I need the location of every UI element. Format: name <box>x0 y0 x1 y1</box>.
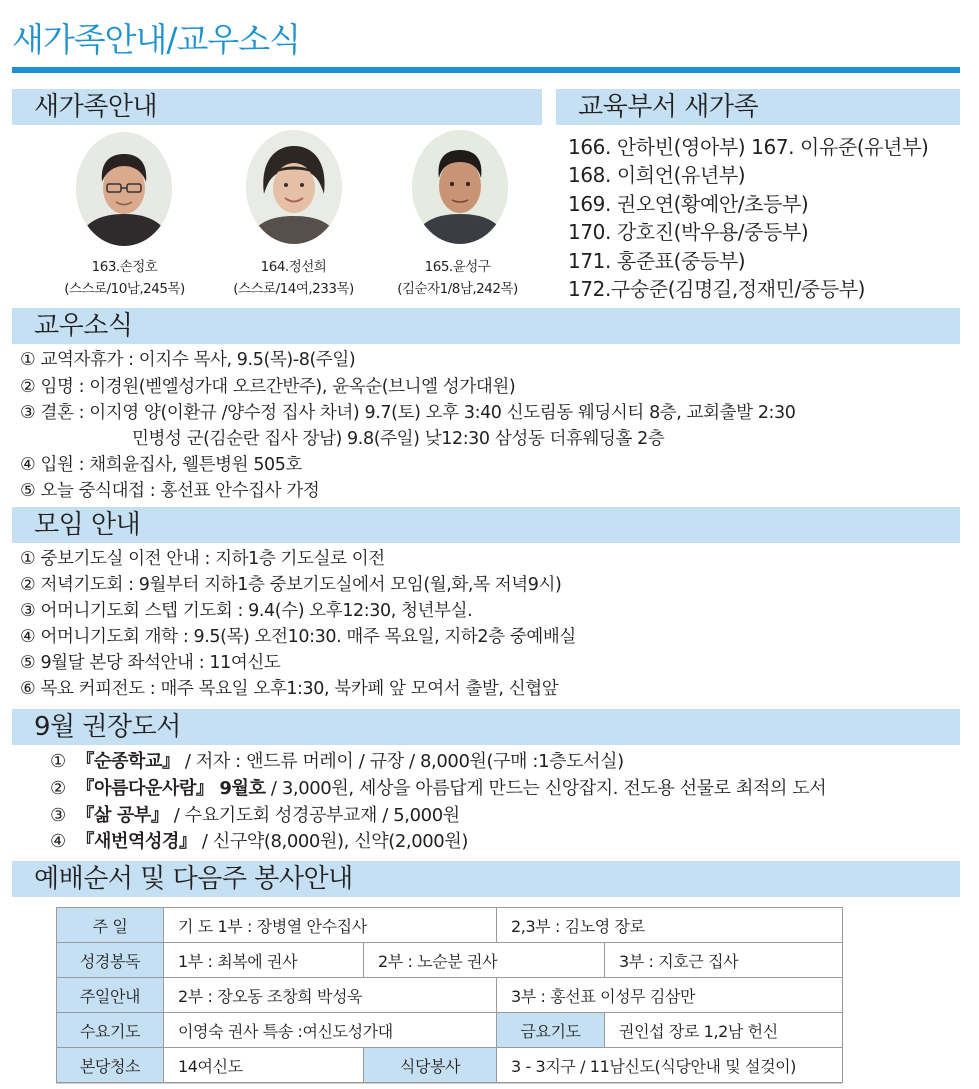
fri-cell: 권인섭 장로 1,2남 헌신 <box>605 1013 843 1048</box>
news-line: 민병성 군(김순란 집사 장남) 9.8(주일) 낮12:30 삼성동 더휴웨딩홀 2층 <box>132 429 665 449</box>
member-photo-165 <box>412 130 508 244</box>
book-info: / 저자 : 앤드류 머레이 / 규장 / 8,000원(구매 :1층도서실) <box>179 751 624 772</box>
clean-cell: 14여신도 <box>164 1048 364 1083</box>
education-heading: 교육부서 새가족 <box>556 89 960 125</box>
service-heading: 예배순서 및 다음주 봉사안내 <box>12 861 960 897</box>
book-number: ① <box>50 751 66 772</box>
member-detail: (스스로/14여,233목) <box>233 281 354 297</box>
book-item <box>50 776 826 802</box>
book-item <box>50 829 468 855</box>
book-title: 『새번역성경』 <box>76 831 197 852</box>
member-detail: (스스로/10남,245목) <box>64 281 185 297</box>
meeting-line: ② 저녁기도회 : 9월부터 지하1층 중보기도실에서 모임(월,화,목 저녁9시) <box>20 575 562 595</box>
member-caption-163 <box>53 256 196 300</box>
row-label-clean: 본당청소 <box>57 1048 164 1083</box>
row-label-bible: 성경봉독 <box>57 943 164 978</box>
book-info: / 수요기도회 성경공부교재 / 5,000원 <box>168 805 460 826</box>
table-row <box>57 1013 843 1048</box>
service-table <box>56 907 843 1083</box>
meeting-line: ④ 어머니기도회 개학 : 9.5(목) 오전10:30. 매주 목요일, 지하2층 중예배실 <box>20 627 576 647</box>
table-row <box>57 908 843 943</box>
news-line: ③ 결혼 : 이지영 양(이환규 /양수정 집사 차녀) 9.7(토) 오후 3:40 신도림동 웨딩시티 8층, 교회출발 2:30 <box>20 403 796 423</box>
page-title: 새가족안내/교우소식 <box>12 20 301 59</box>
news-line: ② 임명 : 이경원(벧엘성가대 오르간반주), 윤옥순(브니엘 성가대원) <box>20 377 516 397</box>
book-info: / 신구약(8,000원), 신약(2,000원) <box>196 831 468 852</box>
sunday-prayer-cell-2: 2,3부 : 김노영 장로 <box>497 908 843 943</box>
table-row <box>57 1048 843 1083</box>
member-caption-165 <box>386 256 529 300</box>
guide-cell-1: 2부 : 장오동 조창희 박성욱 <box>164 978 497 1013</box>
dining-cell: 3 - 3지구 / 11남신도(식당안내 및 설겆이) <box>497 1048 843 1083</box>
guide-cell-2: 3부 : 홍선표 이성무 김삼만 <box>497 978 843 1013</box>
book-number: ② <box>50 778 66 799</box>
member-caption-164 <box>222 256 365 300</box>
news-line: ⑤ 오늘 중식대접 : 홍선표 안수집사 가정 <box>20 481 320 501</box>
book-title: 『아름다운사람』 9월호 <box>76 778 266 799</box>
row-label-dining: 식당봉사 <box>364 1048 497 1083</box>
book-number: ④ <box>50 831 66 852</box>
books-heading: 9월 권장도서 <box>12 709 960 745</box>
row-label-fri: 금요기도 <box>497 1013 605 1048</box>
member-name: 164.정선희 <box>260 259 327 275</box>
row-label-wed: 수요기도 <box>57 1013 164 1048</box>
table-row <box>57 943 843 978</box>
book-item <box>50 749 624 775</box>
newfamily-heading: 새가족안내 <box>12 89 542 125</box>
meetings-heading: 모임 안내 <box>12 507 960 543</box>
member-photo-164 <box>246 130 342 244</box>
bible-cell-3: 3부 : 지호근 집사 <box>605 943 843 978</box>
row-label-guide: 주일안내 <box>57 978 164 1013</box>
education-line: 171. 홍준표(중등부) <box>568 249 746 273</box>
book-info: / 3,000원, 세상을 아름답게 만드는 신앙잡지. 전도용 선물로 최적의 도서 <box>265 778 827 799</box>
sunday-prayer-cell: 기 도 1부 : 장병열 안수집사 <box>164 908 497 943</box>
book-title: 『삶 공부』 <box>76 805 169 826</box>
meeting-line: ③ 어머니기도회 스텝 기도회 : 9.4(수) 오후12:30, 청년부실. <box>20 601 473 621</box>
row-label-sunday: 주 일 <box>57 908 164 943</box>
education-line: 166. 안하빈(영아부) 167. 이유준(유년부) <box>568 135 929 159</box>
news-line: ① 교역자휴가 : 이지수 목사, 9.5(목)-8(주일) <box>20 350 356 370</box>
bible-cell-2: 2부 : 노순분 권사 <box>364 943 605 978</box>
table-row <box>57 978 843 1013</box>
news-line: ④ 입원 : 채희윤집사, 웰튼병원 505호 <box>20 455 303 475</box>
member-photo-163 <box>76 132 172 246</box>
book-number: ③ <box>50 805 66 826</box>
wed-cell: 이영숙 권사 특송 :여신도성가대 <box>164 1013 497 1048</box>
education-line: 170. 강호진(박우용/중등부) <box>568 220 809 244</box>
meeting-line: ⑤ 9월달 본당 좌석안내 : 11여신도 <box>20 653 281 673</box>
bottom-divider <box>56 1083 842 1084</box>
member-name: 165.윤성구 <box>424 259 491 275</box>
member-detail: (김순자1/8남,242목) <box>397 281 518 297</box>
member-name: 163.손정호 <box>91 259 158 275</box>
book-item <box>50 803 460 829</box>
meeting-line: ① 중보기도실 이전 안내 : 지하1층 기도실로 이전 <box>20 549 385 569</box>
bible-cell-1: 1부 : 최복에 권사 <box>164 943 364 978</box>
education-line: 168. 이희언(유년부) <box>568 163 746 187</box>
title-divider <box>12 67 960 73</box>
education-line: 169. 권오연(황예안/초등부) <box>568 192 809 216</box>
meeting-line: ⑥ 목요 커피전도 : 매주 목요일 오후1:30, 북카페 앞 모여서 출발, 신협앞 <box>20 679 559 699</box>
news-heading: 교우소식 <box>12 308 960 344</box>
book-title: 『순종학교』 <box>76 751 180 772</box>
education-line: 172.구숭준(김명길,정재민/중등부) <box>568 277 866 301</box>
